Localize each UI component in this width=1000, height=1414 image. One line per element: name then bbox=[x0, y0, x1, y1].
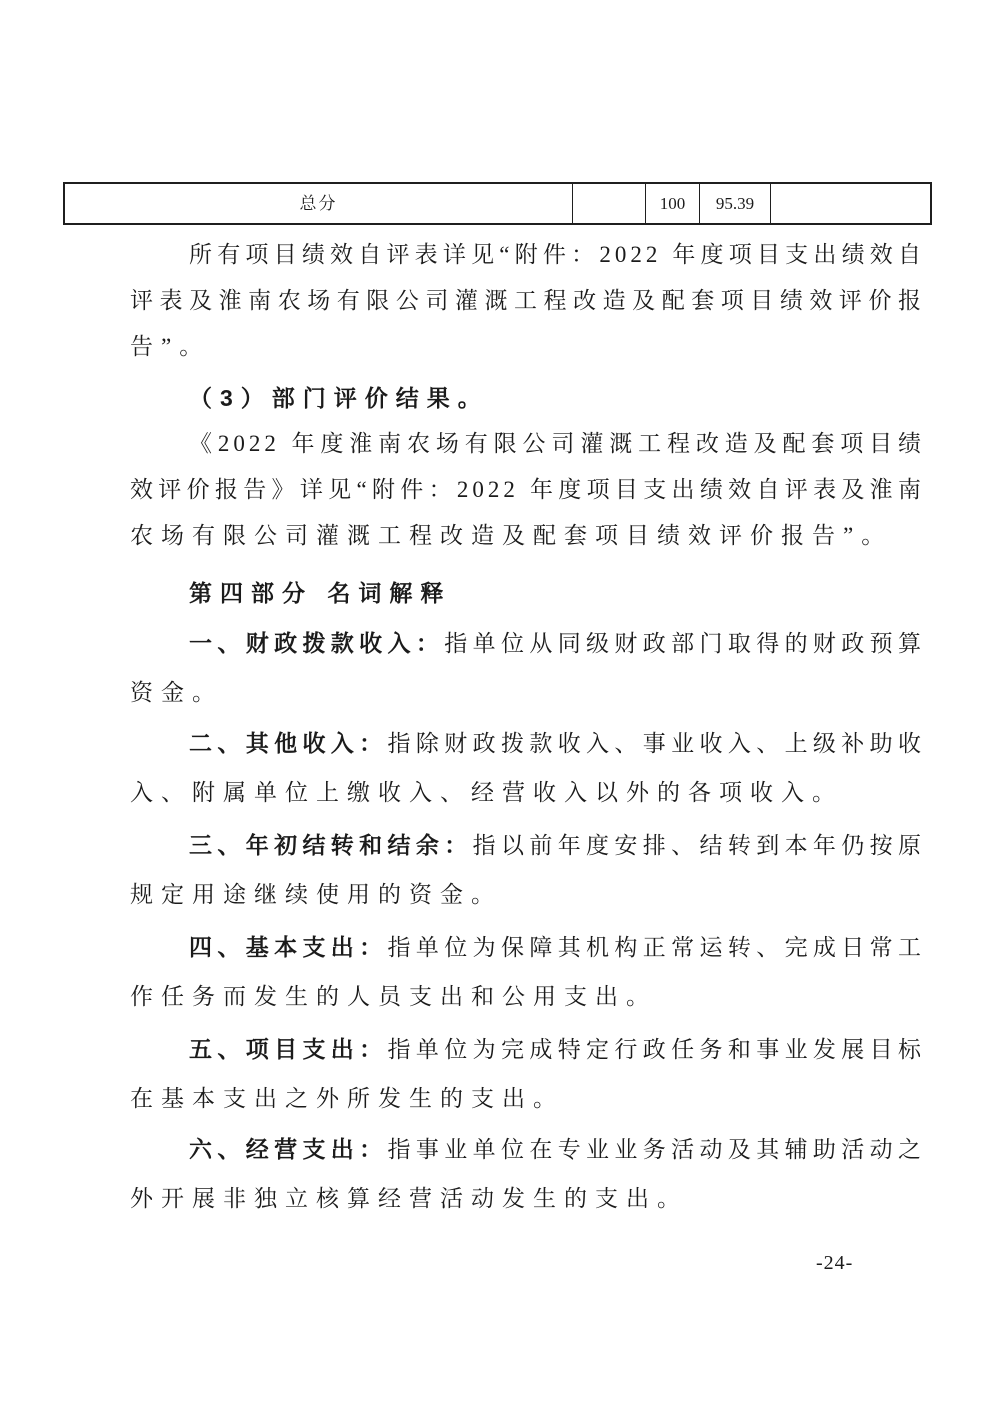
heading-part4 bbox=[130, 568, 925, 618]
body-text: 指以前年度安排、结转到本年仍按原 bbox=[472, 833, 925, 858]
body-text: 告”。 bbox=[130, 334, 211, 359]
lead-text: 一、财政拨款收入： bbox=[189, 630, 445, 656]
score-table bbox=[63, 182, 932, 225]
body-text: 指单位为保障其机构正常运转、完成日常工 bbox=[387, 935, 925, 960]
body-text: 指单位从同级财政部门取得的财政预算 bbox=[444, 631, 925, 656]
body-text: 农场有限公司灌溉工程改造及配套项目绩效评价报告”。 bbox=[130, 523, 893, 548]
body-text: 外开展非独立核算经营活动发生的支出。 bbox=[130, 1186, 688, 1211]
para-appendix-note bbox=[130, 232, 925, 370]
text-line bbox=[130, 421, 925, 467]
lead-text: 三、年初结转和结余： bbox=[189, 832, 473, 858]
def-5 bbox=[130, 1024, 925, 1124]
lead-text: （3）部门评价结果。 bbox=[189, 385, 489, 411]
body-text: 入、附属单位上缴收入、经营收入以外的各项收入。 bbox=[130, 780, 843, 805]
text-line bbox=[130, 278, 925, 324]
heading-dept-eval bbox=[130, 375, 925, 421]
text-line bbox=[130, 1074, 925, 1124]
body-text: 所有项目绩效自评表详见“附件：2022 年度项目支出绩效自 bbox=[189, 242, 925, 267]
document-body bbox=[130, 232, 925, 1224]
body-text: 效评价报告》详见“附件：2022 年度项目支出绩效自评表及淮南 bbox=[130, 477, 925, 502]
text-line bbox=[130, 618, 925, 668]
def-4 bbox=[130, 922, 925, 1022]
table-cell bbox=[572, 184, 645, 223]
body-text: 在基本支出之外所发生的支出。 bbox=[130, 1086, 564, 1111]
table-cell: 总分 bbox=[299, 194, 338, 213]
body-text: 评表及淮南农场有限公司灌溉工程改造及配套项目绩效评价报 bbox=[130, 288, 925, 313]
text-line bbox=[130, 375, 925, 421]
lead-text: 五、项目支出： bbox=[189, 1036, 388, 1062]
text-line bbox=[130, 467, 925, 513]
text-line bbox=[130, 668, 925, 718]
text-line bbox=[130, 768, 925, 818]
lead-text: 四、基本支出： bbox=[189, 934, 388, 960]
body-text: 规定用途继续使用的资金。 bbox=[130, 882, 502, 907]
body-text: 《2022 年度淮南农场有限公司灌溉工程改造及配套项目绩 bbox=[189, 431, 925, 456]
page-number: -24- bbox=[816, 1252, 854, 1274]
body-text: 指单位为完成特定行政任务和事业发展目标 bbox=[387, 1037, 925, 1062]
body-text: 指事业单位在专业业务活动及其辅助活动之 bbox=[387, 1137, 925, 1162]
lead-text: 第四部分 名词解释 bbox=[189, 580, 452, 606]
text-line bbox=[130, 1174, 925, 1224]
table-row bbox=[65, 184, 930, 223]
def-6 bbox=[130, 1124, 925, 1224]
def-2 bbox=[130, 718, 925, 818]
text-line bbox=[130, 1124, 925, 1174]
text-line bbox=[130, 870, 925, 920]
body-text: 指除财政拨款收入、事业收入、上级补助收 bbox=[387, 731, 925, 756]
def-1 bbox=[130, 618, 925, 718]
text-line bbox=[130, 1024, 925, 1074]
text-line bbox=[130, 922, 925, 972]
para-dept-eval-report bbox=[130, 421, 925, 559]
lead-text: 二、其他收入： bbox=[189, 730, 388, 756]
table-cell bbox=[770, 184, 930, 223]
text-line bbox=[130, 568, 925, 618]
text-line bbox=[130, 513, 925, 559]
text-line bbox=[130, 232, 925, 278]
text-line bbox=[130, 972, 925, 1022]
body-text: 资金。 bbox=[130, 680, 223, 705]
table-cell: 95.39 bbox=[699, 184, 770, 223]
text-line bbox=[130, 324, 925, 370]
lead-text: 六、经营支出： bbox=[189, 1136, 388, 1162]
table-cell: 100 bbox=[645, 184, 699, 223]
text-line bbox=[130, 718, 925, 768]
text-line bbox=[130, 820, 925, 870]
def-3 bbox=[130, 820, 925, 920]
body-text: 作任务而发生的人员支出和公用支出。 bbox=[130, 984, 657, 1009]
